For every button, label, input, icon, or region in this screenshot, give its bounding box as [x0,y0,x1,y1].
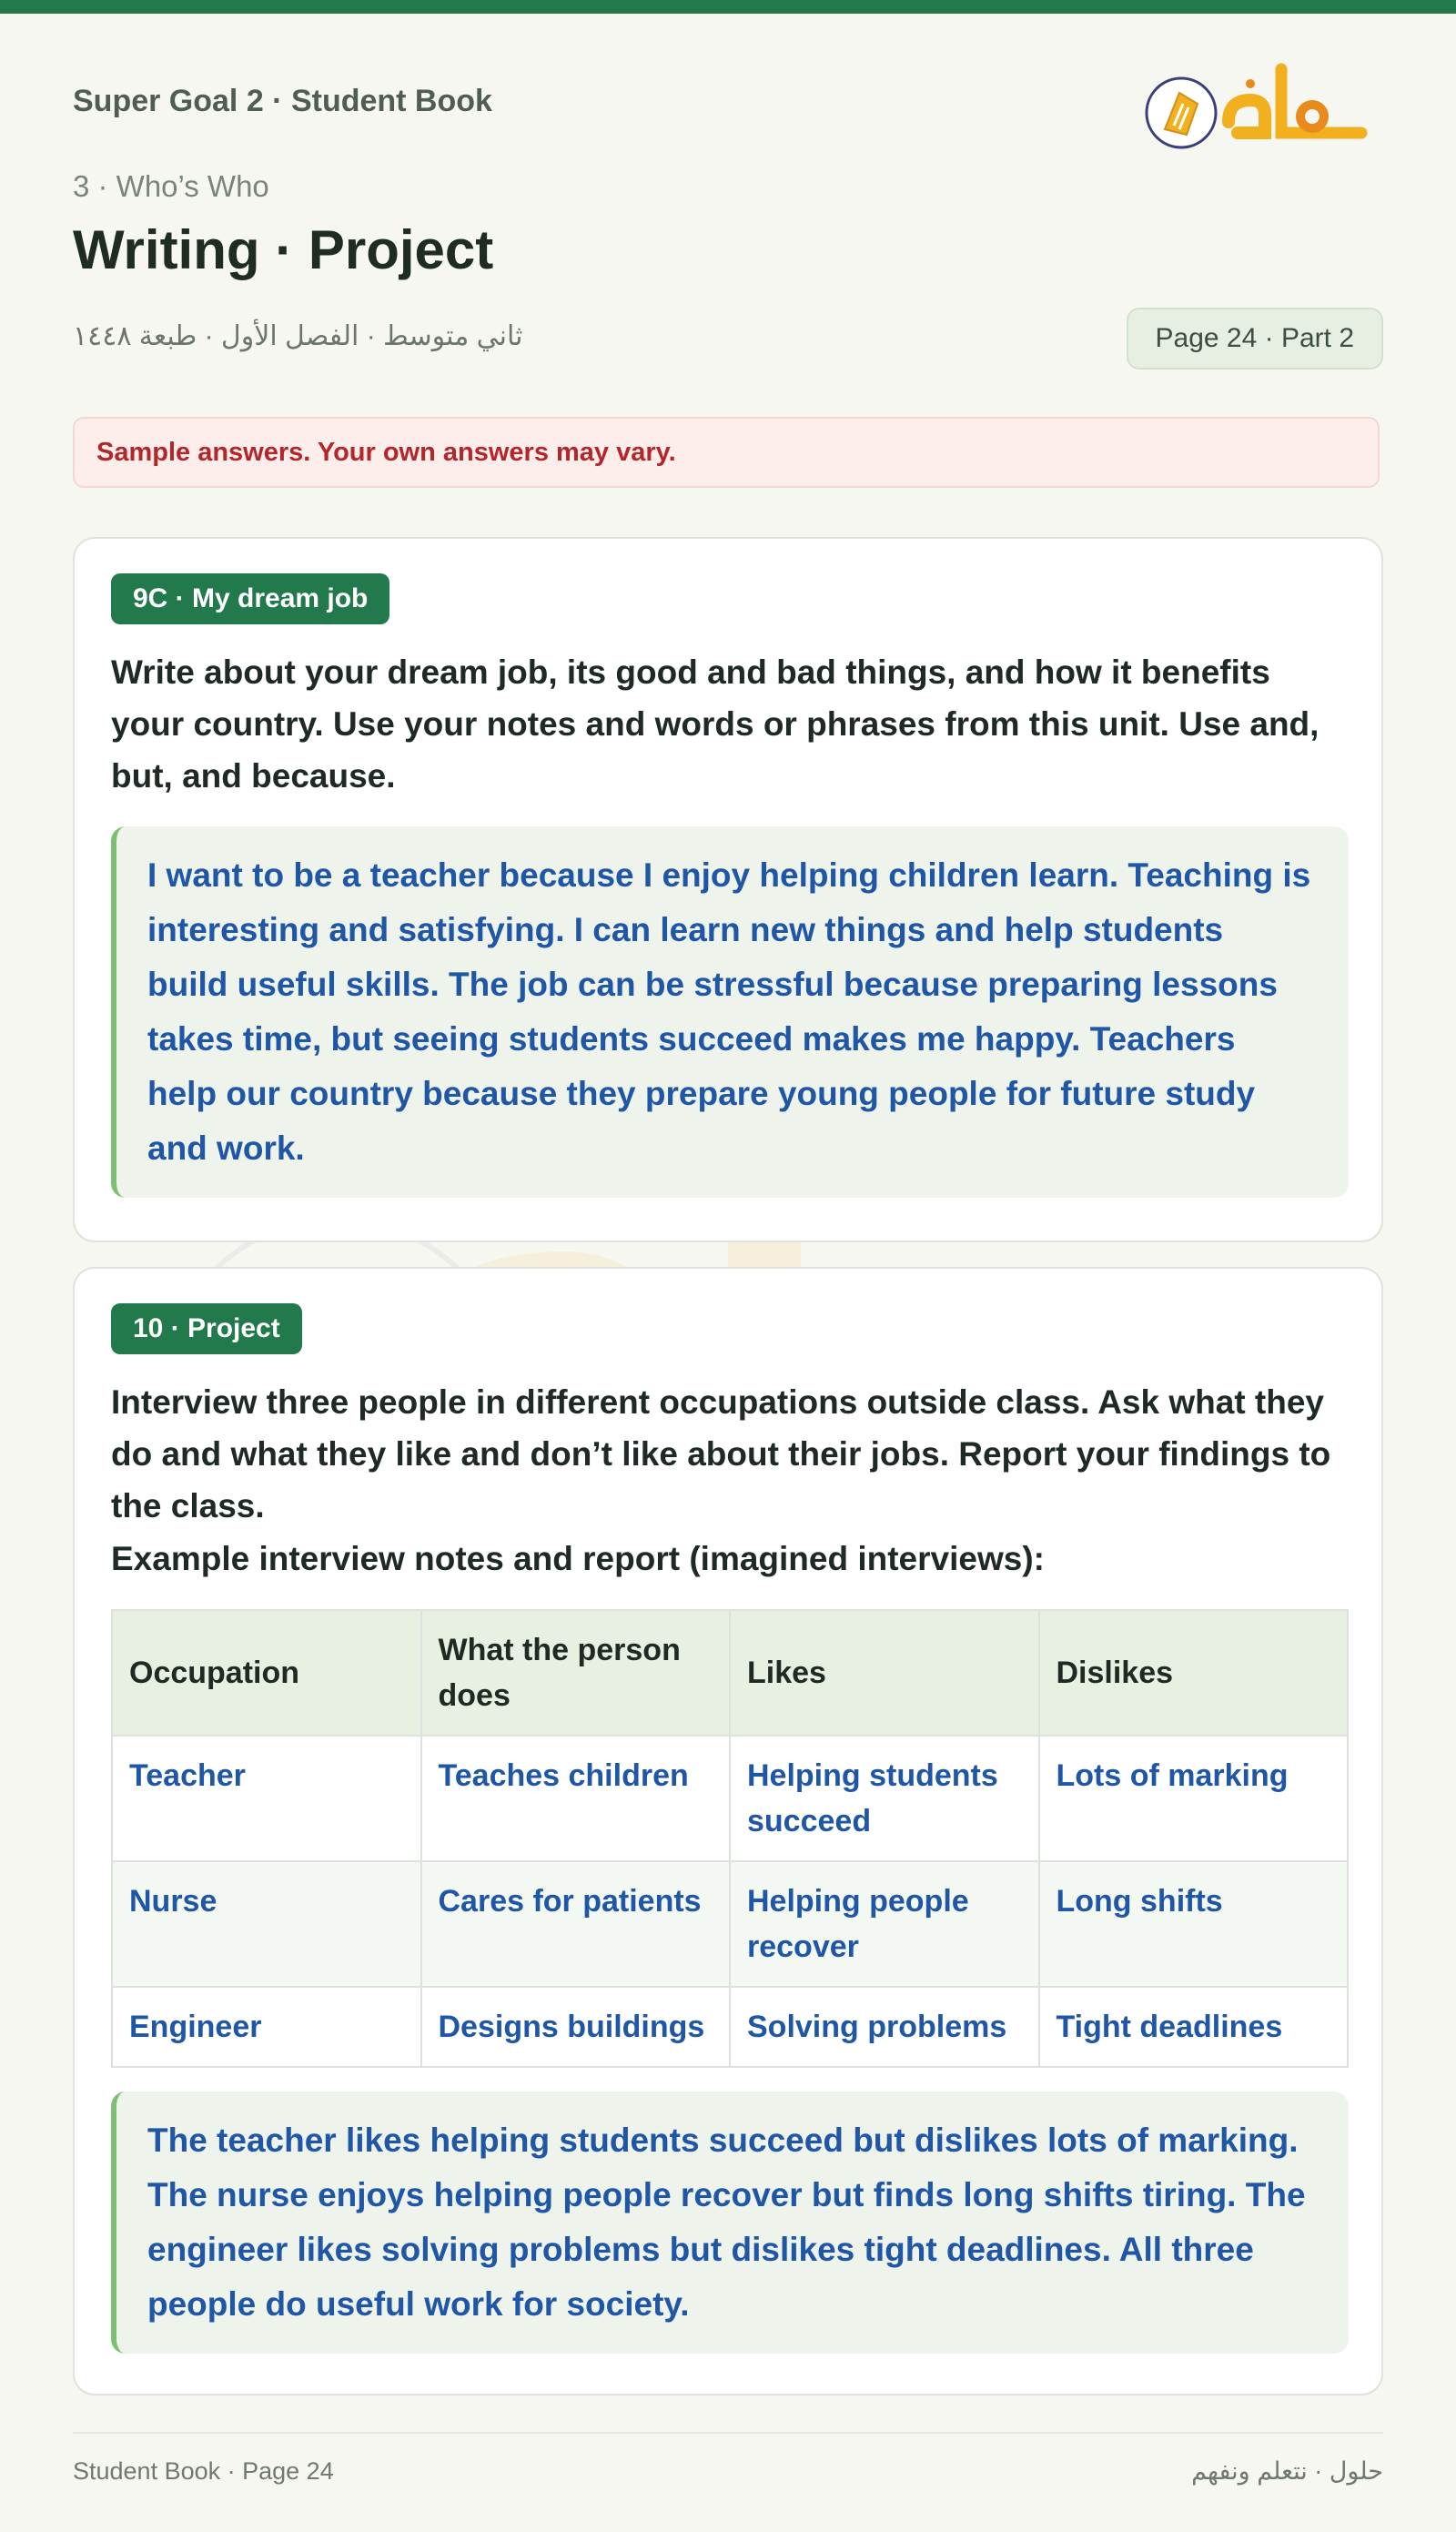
table-row [112,1736,1348,1861]
section-9c-prompt: Write about your dream job, its good and bad things, and how it benefits your country. Use your notes and words or phrases from this unit. Use and, but, and because. [111,653,1320,795]
table-header-row [112,1610,1348,1736]
table-cell: Long shifts [1039,1861,1349,1987]
table-cell: Solving problems [730,1987,1039,2067]
table-cell: Helping people recover [730,1861,1039,1987]
column-header: Likes [730,1610,1039,1736]
table-cell: Cares for patients [421,1861,731,1987]
footer-divider [73,2432,1383,2434]
sample-answers-notice: Sample answers. Your own answers may vary. [73,417,1380,488]
grade-line: ثاني متوسط · الفصل الأول · طبعة ١٤٤٨ [73,321,523,351]
table-cell: Tight deadlines [1039,1987,1349,2067]
footer-page-label: Student Book · Page 24 [73,2457,334,2485]
page-title: Writing · Project [73,219,494,280]
card-dream-job [73,537,1383,1242]
table-cell: Lots of marking [1039,1736,1349,1861]
top-accent-bar [0,0,1456,14]
section-9c-answer: I want to be a teacher because I enjoy helping children learn. Teaching is interesting and satisfying. I can learn new things and help students build useful skills. The job can be stressful because preparing lessons takes time, but seeing students succeed makes me happy. Teachers help our country because they prepare young people for future study and work. [111,826,1349,1198]
table-cell: Nurse [112,1861,421,1987]
footer-brand-tagline: حلول · نتعلم ونفهم [1191,2457,1383,2485]
section-tag-10: 10 · Project [111,1303,302,1354]
interview-table [111,1609,1349,2068]
page-pill: Page 24 · Part 2 [1127,308,1383,370]
table-cell: Teaches children [421,1736,731,1861]
table-cell: Designs buildings [421,1987,731,2067]
table-row [112,1861,1348,1987]
column-header: Dislikes [1039,1610,1349,1736]
table-cell: Helping students succeed [730,1736,1039,1861]
table-cell: Teacher [112,1736,421,1861]
section-10-prompt: Interview three people in different occupations outside class. Ask what they do and what they like and don’t like about their jobs. Report your findings to the class. [111,1383,1331,1524]
example-label: Example interview notes and report (imagined interviews): [111,1540,1045,1577]
section-tag-9c: 9C · My dream job [111,573,389,624]
card-project [73,1267,1383,2395]
table-row [112,1987,1348,2067]
table-cell: Engineer [112,1987,421,2067]
project-report-answer: The teacher likes helping students succeed but dislikes lots of marking. The nurse enjoys helping people recover but finds long shifts tiring. The engineer likes solving problems but dislikes tight deadlines. All three people do useful work for society. [111,2091,1349,2354]
book-title: Super Goal 2 · Student Book [73,84,492,118]
unit-label: 3 · Who’s Who [73,169,269,203]
column-header: Occupation [112,1610,421,1736]
column-header: What the person does [421,1610,731,1736]
hulul-logo [1138,56,1374,157]
